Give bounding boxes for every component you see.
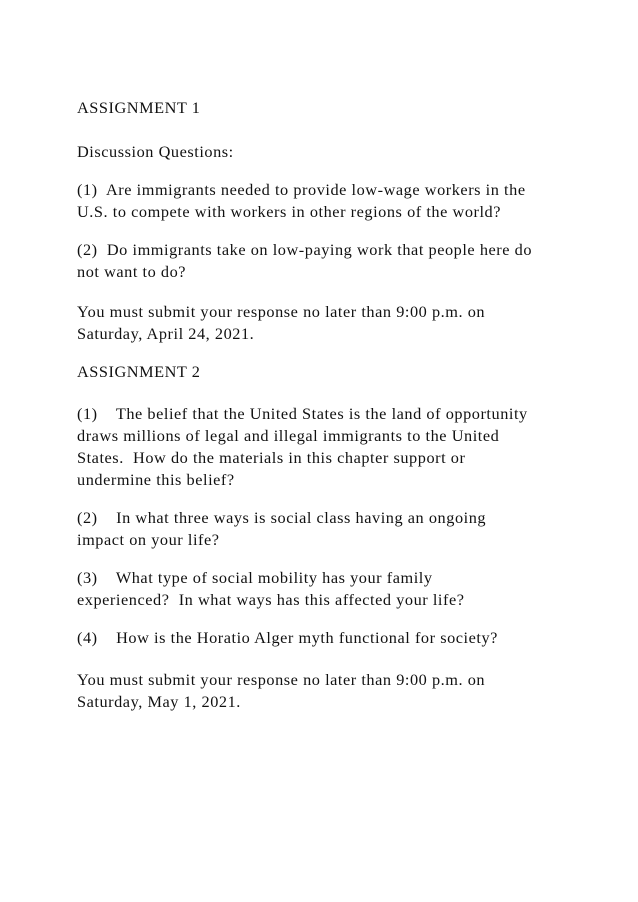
assignment-2-question-1-line-2: draws millions of legal and illegal immigrants to the United xyxy=(77,426,500,445)
assignment-1-question-2-line-1: (2) Do immigrants take on low-paying work that people here do xyxy=(77,240,533,259)
assignment-1-deadline-line-2: Saturday, April 24, 2021. xyxy=(77,324,255,343)
assignment-2-question-3-line-1: (3) What type of social mobility has your family xyxy=(77,568,433,587)
assignment-2-question-1-line-1: (1) The belief that the United States is the land of opportunity xyxy=(77,404,528,423)
assignment-2-question-1-line-3: States. How do the materials in this chapter support or xyxy=(77,448,466,467)
assignment-1-deadline-line-1: You must submit your response no later than 9:00 p.m. on xyxy=(77,302,486,321)
assignment-2-deadline-line-1: You must submit your response no later than 9:00 p.m. on xyxy=(77,670,486,689)
assignment-1-question-1-line-1: (1) Are immigrants needed to provide low-wage workers in the xyxy=(77,180,526,199)
discussion-questions-label: Discussion Questions: xyxy=(77,142,234,161)
assignment-2-question-3-line-2: experienced? In what ways has this affected your life? xyxy=(77,590,465,609)
assignment-2-heading: ASSIGNMENT 2 xyxy=(77,362,201,381)
assignment-2-question-2-line-1: (2) In what three ways is social class having an ongoing xyxy=(77,508,487,527)
assignment-2-question-2-line-2: impact on your life? xyxy=(77,530,220,549)
assignment-2-question-4: (4) How is the Horatio Alger myth functional for society? xyxy=(77,628,498,647)
assignment-1-heading: ASSIGNMENT 1 xyxy=(77,98,201,117)
assignment-2-question-1-line-4: undermine this belief? xyxy=(77,470,235,489)
assignment-1-question-1-line-2: U.S. to compete with workers in other regions of the world? xyxy=(77,202,502,221)
assignment-2-deadline-line-2: Saturday, May 1, 2021. xyxy=(77,692,241,711)
assignment-1-question-2-line-2: not want to do? xyxy=(77,262,187,281)
